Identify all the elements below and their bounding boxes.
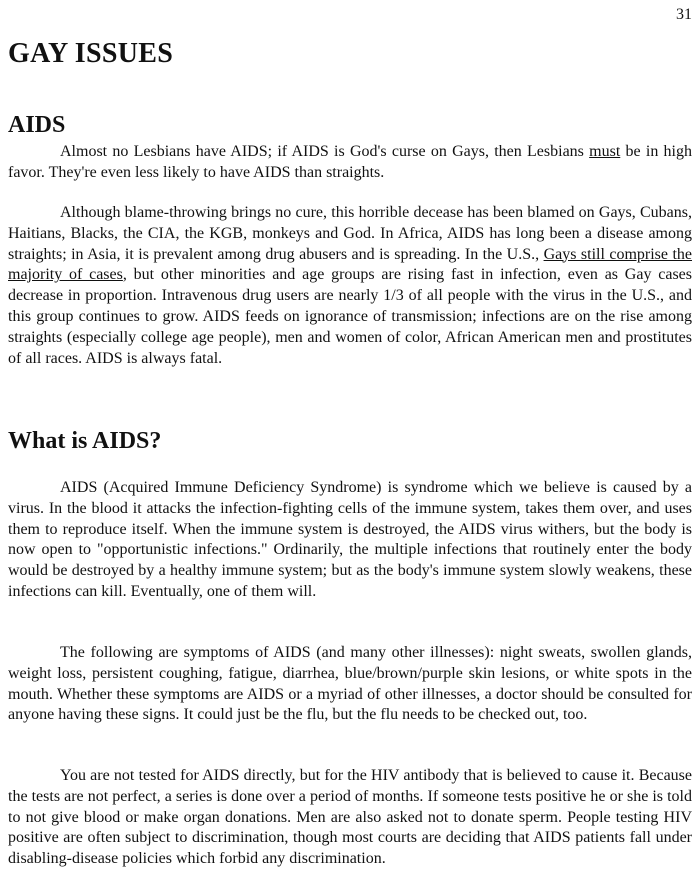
paragraph-text: Almost no Lesbians have AIDS; if AIDS is God's curse on Gays, then Lesbians bbox=[60, 143, 590, 160]
paragraph-aids-testing: You are not tested for AIDS directly, but for the HIV antibody that is believed to cause it. Because the tests are not perfect, a series is done over a period of months. If someone tests positive he or she is told to not give blood or make organ donations. Men are also asked not to donate sperm. People testing HIV positive are often subject to discrimination, though most courts are deciding that AIDS patients fall under disabling-disease policies which forbid any discrimination. bbox=[8, 767, 692, 868]
page-number: 31 bbox=[676, 6, 692, 23]
section-heading-what-is-aids: What is AIDS? bbox=[8, 428, 162, 454]
paragraph-text: Although blame-throwing brings no cure, this horrible decease has been blamed on Gays, Cubans, Haitians, Blacks, the CIA, the KGB, monkeys and God. In Africa, AIDS has long been a disease among straights; in Asia, it is prevalent among drug abusers and is spreading. In the U.S., bbox=[8, 204, 692, 263]
paragraph-aids-lesbians bbox=[8, 142, 692, 184]
paragraph-text: be in high favor. They're even less likely to have AIDS than straights. bbox=[8, 143, 693, 181]
paragraph-what-is-aids-definition: AIDS (Acquired Immune Deficiency Syndrome) is syndrome which we believe is caused by a virus. In the blood it attacks the infection-fighting cells of the immune system, takes them over, and uses them to reproduce itself. When the immune system is destroyed, the AIDS virus withers, but the body is now open to "opportunistic infections." Ordinarily, the multiple infections that routinely enter the body would be destroyed by a healthy immune system; but as the body's immune system slowly weakens, these infections can kill. Eventually, one of them will. bbox=[8, 479, 692, 600]
paragraph-aids-symptoms: The following are symptoms of AIDS (and many other illnesses): night sweats, swollen glands, weight loss, persistent coughing, fatigue, diarrhea, blue/brown/purple skin lesions, or white spots in the mouth. Whether these symptoms are AIDS or a myriad of other illnesses, a doctor should be consulted for anyone having these signs. It could just be the flu, but the flu needs to be checked out, too. bbox=[8, 644, 692, 724]
section-heading-aids: AIDS bbox=[8, 112, 66, 138]
underlined-emphasis: Gays still comprise the majority of cases bbox=[8, 245, 692, 284]
underlined-emphasis: must bbox=[589, 143, 621, 160]
paragraph-aids-blame bbox=[8, 203, 692, 369]
document-title: GAY ISSUES bbox=[8, 38, 174, 69]
paragraph-text: , but other minorities and age groups are rising fast in infection, even as Gay cases decrease in proportion. Intravenous drug users are nearly 1/3 of all people with the virus in the U.S., and this group continues to grow. AIDS feeds on ignorance of transmission; infections are on the rise among straights (especially college age people), men and women of color, African American men and prostitutes of all races. AIDS is always fatal. bbox=[8, 266, 693, 367]
